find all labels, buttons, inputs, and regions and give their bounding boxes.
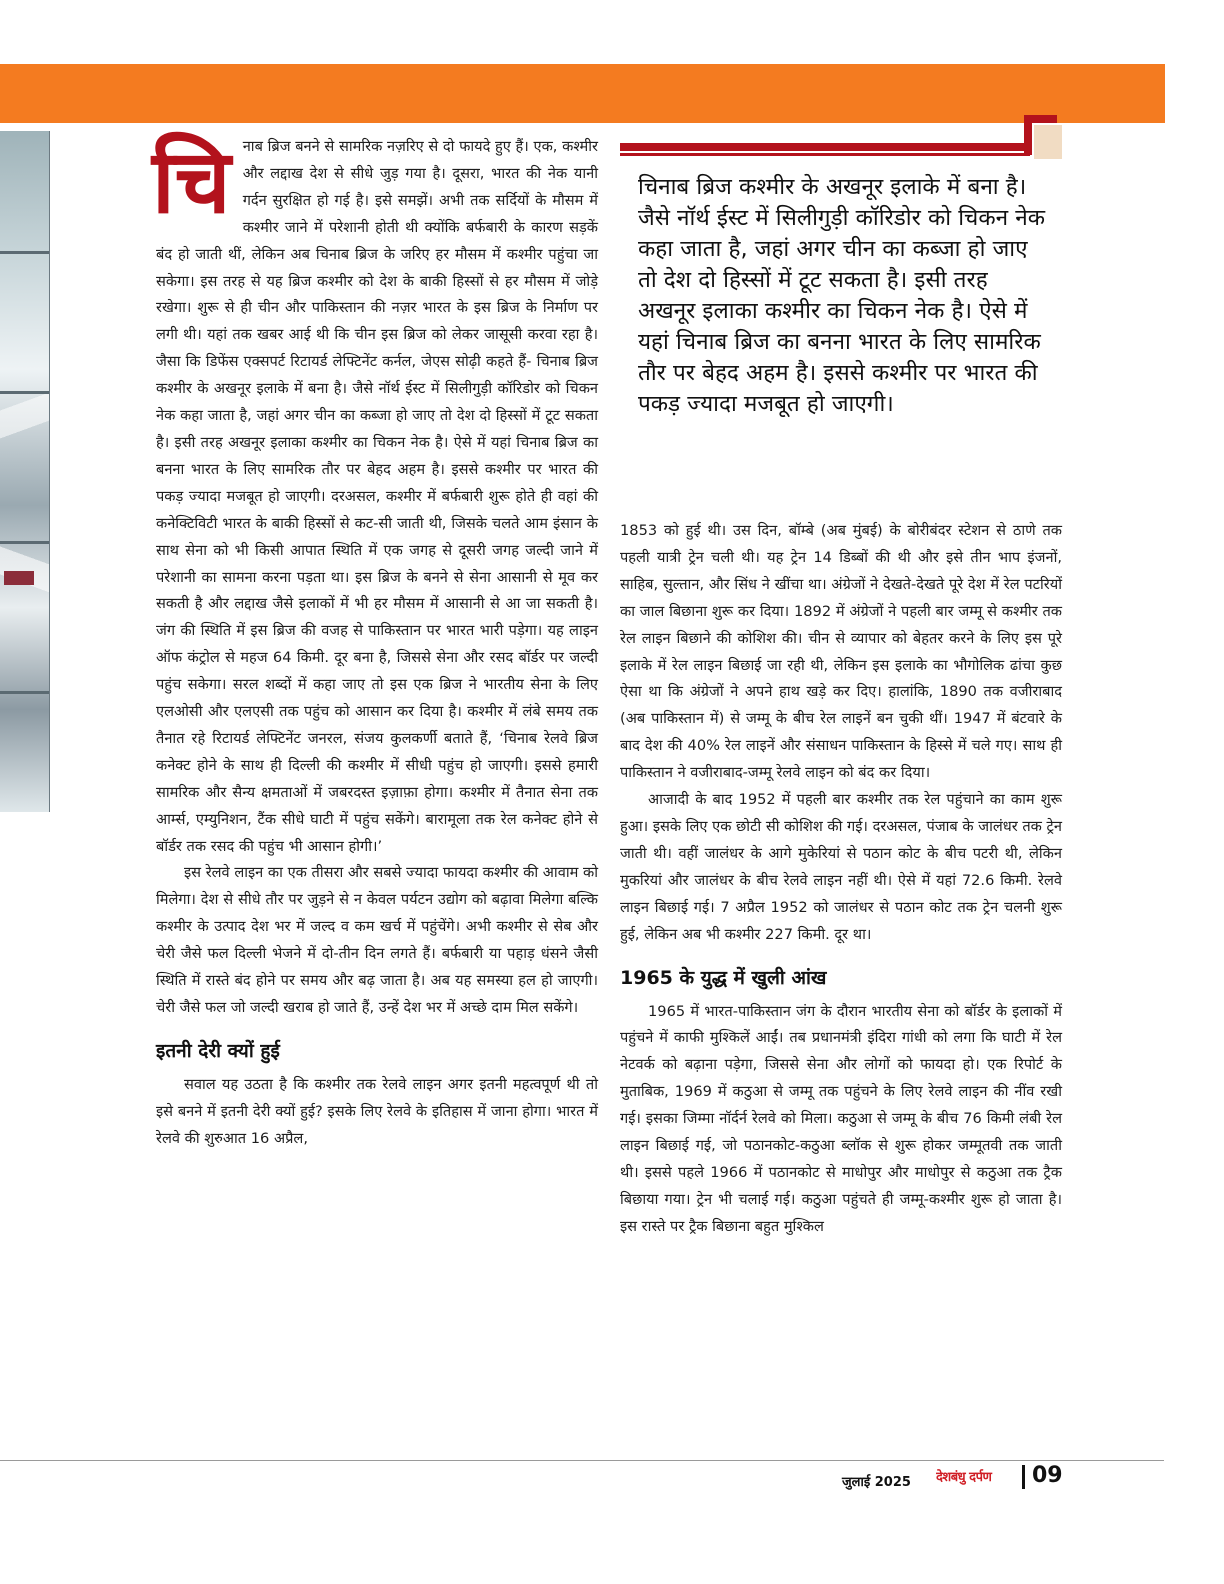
intro-paragraph <box>152 130 598 860</box>
pull-quote: चिनाब ब्रिज कश्मीर के अखनूर इलाके में बना है। जैसे नॉर्थ ईस्ट में सिलीगुड़ी कॉरिडोर को चिकन नेक कहा जाता है, जहां अगर चीन का कब्जा हो जाए तो देश दो हिस्सों में टूट सकता है। इसी तरह अखनूर इलाका कश्मीर का चिकन नेक है। ऐसे में यहां चिनाब ब्रिज का बनना भारत के लिए सामरिक तौर पर बेहद अहम है। इससे कश्मीर पर भारत की पकड़ ज्यादा मजबूत हो जाएगी। <box>638 174 1046 417</box>
footer-separator <box>1022 1465 1025 1489</box>
photo-rail-line <box>0 251 49 254</box>
intro-paragraph-text: नाब ब्रिज बनने से सामरिक नज़रिए से दो फायदे हुए हैं। एक, कश्मीर और लद्दाख देश से सीधे जुड़ गया है। दूसरा, भारत की नेक यानी गर्दन सुरक्षित हो गई है। इसे समझें। अभी तक सर्दियों के मौसम में कश्मीर जाने में परेशानी होती थी क्योंकि बर्फबारी के कारण सड़कें बंद हो जाती थीं, लेकिन अब चिनाब ब्रिज के जरिए हर मौसम में कश्मीर पहुंचा जा सकेगा। इस तरह से यह ब्रिज कश्मीर को देश के बाकी हिस्सों से हर मौसम में जोड़े रखेगा। शुरू से ही चीन और पाकिस्तान की नज़र भारत के इस ब्रिज के निर्माण पर लगी थी। यहां तक खबर आई थी कि चीन इस ब्रिज को लेकर जासूसी करवा रहा है। जैसा कि डिफेंस एक्सपर्ट रिटायर्ड लेफ्टिनेंट कर्नल, जेएस सोढ़ी कहते हैं- चिनाब ब्रिज कश्मीर के अखनूर इलाके में बना है। जैसे नॉर्थ ईस्ट में सिलीगुड़ी कॉरिडोर को चिकन नेक कहा जाता है, जहां अगर चीन का कब्जा हो जाए तो देश दो हिस्सों में टूट सकता है। इसी तरह अखनूर इलाका कश्मीर का चिकन नेक है। ऐसे में यहां चिनाब ब्रिज का बनना भारत के लिए सामरिक तौर पर बेहद अहम है। इससे कश्मीर पर भारत की पकड़ ज्यादा मजबूत हो जाएगी। दरअसल, कश्मीर में बर्फबारी शुरू होते ही वहां की कनेक्टिविटी भारत के बाकी हिस्सों से कट-सी जाती थी, जिसके चलते आम इंसान के साथ सेना को भी किसी आपात स्थिति में एक जगह से दूसरी जगह जल्दी जाने में परेशानी का सामना करना पड़ता था। इस ब्रिज के बनने से सेना आसानी से मूव कर सकती है और लद्दाख जैसे इलाकों में भी हर मौसम में आसानी से आ जा सकती है। जंग की स्थिति में इस ब्रिज की वजह से पाकिस्तान पर भारत भारी पड़ेगा। यह लाइन ऑफ कंट्रोल से महज 64 किमी. दूर बना है, जिससे सेना और रसद बॉर्डर पर जल्दी पहुंच सकेगा। सरल शब्दों में कहा जाए तो इस एक ब्रिज ने भारतीय सेना के लिए एलओसी और एलएसी तक पहुंच को आसान कर दिया है। कश्मीर में लंबे समय तक तैनात रहे रिटायर्ड लेफ्टिनेंट जनरल, संजय कुलकर्णी बताते हैं, ‘चिनाब रेलवे ब्रिज कनेक्ट होने के साथ ही दिल्ली की कश्मीर में सीधी पहुंच हो जाएगी। इससे हमारी सामरिक और सैन्य क्षमताओं में जबरदस्त इज़ाफ़ा होगा। कश्मीर में तैनात सेना तक आर्म्स, एम्युनिशन, टैंक सीधे घाटी में पहुंच सकेंगे। बारामूला तक रेल कनेक्ट होने से बॉर्डर तक रसद की पहुंच भी आसान होगी।’ <box>156 138 598 855</box>
subheading-1965-war: 1965 के युद्ध में खुली आंख <box>620 966 827 989</box>
subheading-delay: इतनी देरी क्यों हुई <box>156 1039 280 1062</box>
pull-quote-rule-thin <box>620 153 1030 156</box>
paragraph-third-benefit: इस रेलवे लाइन का एक तीसरा और सबसे ज्यादा फायदा कश्मीर की आवाम को मिलेगा। देश से सीधे तौर पर जुड़ने से न केवल पर्यटन उद्योग को बढ़ावा मिलेगा बल्कि कश्मीर के उत्पाद देश भर में जल्द व कम खर्च में पहुंचेंगे। अभी कश्मीर से सेब और चेरी जैसे फल दिल्ली भेजने में दो-तीन दिन लगते हैं। बर्फबारी या पहाड़ धंसने जैसी स्थिति में रास्ते बंद होने पर समय और बढ़ जाता है। अब यह समस्या हल हो जाएगी। चेरी जैसे फल जो जल्दी खराब हो जाते हैं, उन्हें देश भर में अच्छे दाम मिल सकेंगे। <box>156 864 598 1016</box>
footer-rule <box>0 1460 1164 1461</box>
footer-issue-date: जुलाई 2025 <box>842 1475 911 1490</box>
pull-quote-corner-horizontal <box>1024 115 1057 123</box>
photo-rail-line <box>0 391 49 394</box>
article-column-left <box>152 130 598 1153</box>
paragraph-railway-history: 1853 को हुई थी। उस दिन, बॉम्बे (अब मुंबई) के बोरीबंदर स्टेशन से ठाणे तक पहली यात्री ट्रेन चली थी। यह ट्रेन 14 डिब्बों की थी और इसे तीन भाप इंजनों, साहिब, सुल्तान, और सिंध ने खींचा था। अंग्रेजों ने देखते-देखते पूरे देश में रेल पटरियों का जाल बिछाना शुरू कर दिया। 1892 में अंग्रेजों ने पहली बार जम्मू से कश्मीर तक रेल लाइन बिछाने की कोशिश की। चीन से व्यापार को बेहतर करने के लिए इस पूरे इलाके में रेल लाइन बिछाई जा रही थी, लेकिन इस इलाके का भौगोलिक ढांचा कुछ ऐसा था कि अंग्रेजों ने अपने हाथ खड़े कर दिए। हालांकि, 1890 तक वजीराबाद (अब पाकिस्तान में) से जम्मू के बीच रेल लाइनें बन चुकी थीं। 1947 में बंटवारे के बाद देश की 40% रेल लाइनें और संसाधन पाकिस्तान के हिस्से में चले गए। साथ ही पाकिस्तान ने वजीराबाद-जम्मू रेलवे लाइन को बंद कर दिया। <box>620 522 1062 782</box>
paragraph-1965-war: 1965 में भारत-पाकिस्तान जंग के दौरान भारतीय सेना को बॉर्डर के इलाकों में पहुंचने में काफी मुश्किलें आईं। तब प्रधानमंत्री इंदिरा गांधी को लगा कि घाटी में रेल नेटवर्क को बढ़ाना पड़ेगा, जिससे सेना और लोगों को फायदा हो। एक रिपोर्ट के मुताबिक, 1969 में कठुआ से जम्मू तक पहुंचने के लिए रेलवे लाइन की नींव रखी गई। इसका जिम्मा नॉर्दर्न रेलवे को मिला। कठुआ से जम्मू के बीच 76 किमी लंबी रेल लाइन बिछाई गई, जो पठानकोट-कठुआ ब्लॉक से शुरू होकर जम्मूतवी तक जाती थी। इससे पहले 1966 में पठानकोट से माधोपुर और माधोपुर से कठुआ तक ट्रैक बिछाया गया। ट्रेन भी चलाई गई। कठुआ पहुंचते ही जम्मू-कश्मीर शुरू हो जाता है। इस रास्ते पर ट्रैक बिछाना बहुत मुश्किल <box>620 1002 1062 1235</box>
footer-magazine-logo: देशबंधु दर्पण <box>936 1470 992 1485</box>
pull-quote-decor-square <box>1034 125 1062 159</box>
article-column-right <box>620 518 1062 1241</box>
paragraph-delay-intro: सवाल यह उठता है कि कश्मीर तक रेलवे लाइन अगर इतनी महत्वपूर्ण थी तो इसे बनने में इतनी देरी क्यों हुई? इसके लिए रेलवे के इतिहास में जाना होगा। भारत में रेलवे की शुरुआत 16 अप्रैल, <box>156 1075 598 1147</box>
railway-photo-strip <box>0 131 50 812</box>
photo-rail-line <box>0 541 49 544</box>
footer-page-number: 09 <box>1032 1463 1063 1488</box>
drop-cap: चि <box>152 130 231 233</box>
paragraph-after-independence: आजादी के बाद 1952 में पहली बार कश्मीर तक रेल पहुंचाने का काम शुरू हुआ। इसके लिए एक छोटी सी कोशिश की गई। दरअसल, पंजाब के जालंधर तक ट्रेन जाती थी। वहीं जालंधर के आगे मुकेरियां से पठान कोट के बीच पटरी थी, लेकिन मुकरियां और जालंधर के बीच रेलवे लाइन नहीं थी। ऐसे में यहां 72.6 किमी. रेलवे लाइन बिछाई गई। 7 अप्रैल 1952 को जालंधर से पठान कोट तक ट्रेन चलनी शुरू हुई, लेकिन अब भी कश्मीर 227 किमी. दूर था। <box>620 791 1062 943</box>
photo-train <box>4 571 34 585</box>
pull-quote-rule-thick <box>620 143 1030 151</box>
header-color-band <box>0 64 1165 123</box>
photo-rail-line <box>0 691 49 694</box>
